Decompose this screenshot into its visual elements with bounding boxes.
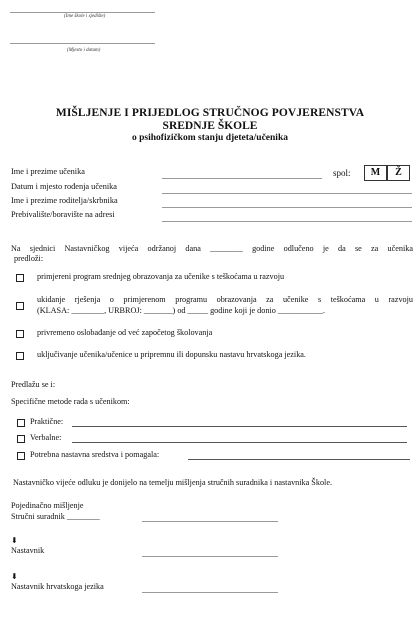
option-checkbox-1[interactable] (16, 274, 24, 282)
teacher-label: Nastavnik (11, 546, 45, 555)
practical-line[interactable] (72, 426, 407, 427)
separate-opinion-label: Pojedinačno mišljenje (11, 501, 84, 510)
address-line[interactable] (162, 221, 412, 222)
document-title: MIŠLJENJE I PRIJEDLOG STRUČNOG POVJERENSTVA (55, 107, 365, 119)
practical-checkbox[interactable] (17, 419, 25, 427)
document-title-line2: SREDNJE ŠKOLE (162, 120, 258, 132)
meeting-text: Na sjednici Nastavničkog vijeća održanoj dana ________ godine odlučeno je da se za učenika (11, 244, 413, 253)
decision-text: Nastavničko vijeće odluku je donijelo na temelju mišljenja stručnih suradnika i nastavnika Škole. (13, 478, 333, 487)
option-label-4: uključivanje učenika/učenice u pripremnu ili dopunsku nastavu hrvatskoga jezika. (37, 350, 306, 359)
address-label: Prebivalište/boravište na adresi (11, 210, 115, 219)
associate-label: Stručni suradnik ________ (11, 512, 100, 521)
croatian-teacher-signature-line[interactable] (142, 592, 278, 593)
option-checkbox-2[interactable] (16, 302, 24, 310)
gender-label: spol: (333, 168, 351, 178)
teacher-signature-line[interactable] (142, 556, 278, 557)
practical-label: Praktične: (30, 417, 64, 426)
gender-m-box[interactable]: M (364, 165, 387, 181)
aids-label: Potrebna nastavna sredstva i pomagala: (30, 450, 160, 459)
school-name-caption: (Ime škole i sjedište) (64, 14, 106, 19)
place-date-line[interactable] (10, 43, 155, 44)
methods-heading: Specifične metode rada s učenikom: (11, 397, 130, 406)
school-name-line[interactable] (10, 12, 155, 13)
option-label-2: ukidanje rješenja o primjerenom programu obrazovanja za učenike s teškoćama u razvoju (37, 295, 413, 304)
student-name-label: Ime i prezime učenika (11, 167, 85, 176)
associate-signature-line[interactable] (142, 521, 278, 522)
document-subtitle: o psihofizičkom stanju djeteta/učenika (132, 133, 288, 143)
verbal-line[interactable] (72, 442, 407, 443)
birth-line[interactable] (162, 193, 412, 194)
proposals-heading: Predlažu se i: (11, 380, 56, 389)
option-checkbox-4[interactable] (16, 352, 24, 360)
aids-checkbox[interactable] (17, 452, 25, 460)
option-label-1: primjereni program srednjeg obrazovanja za učenike s teškoćama u razvoju (37, 272, 285, 281)
option-label-2-cont: (KLASA: ________, URBROJ: _______) od _____ godine koji je donio ___________. (37, 306, 325, 315)
option-label-3: privremeno oslobađanje od već započetog školovanja (37, 328, 213, 337)
arrow-down-icon: ⬇ (11, 536, 18, 545)
parent-line[interactable] (162, 207, 412, 208)
place-date-caption: (Mjesto i datum) (67, 48, 101, 53)
option-checkbox-3[interactable] (16, 330, 24, 338)
verbal-label: Verbalne: (30, 433, 62, 442)
parent-label: Ime i prezime roditelja/skrbnika (11, 196, 118, 205)
meeting-text-line2: predloži: (14, 254, 44, 263)
arrow-down-icon: ⬇ (11, 572, 18, 581)
gender-z-box[interactable]: Ž (387, 165, 410, 181)
birth-label: Datum i mjesto rođenja učenika (11, 182, 117, 191)
aids-line[interactable] (188, 459, 410, 460)
croatian-teacher-label: Nastavnik hrvatskoga jezika (11, 582, 104, 591)
student-name-line[interactable] (162, 178, 322, 179)
verbal-checkbox[interactable] (17, 435, 25, 443)
